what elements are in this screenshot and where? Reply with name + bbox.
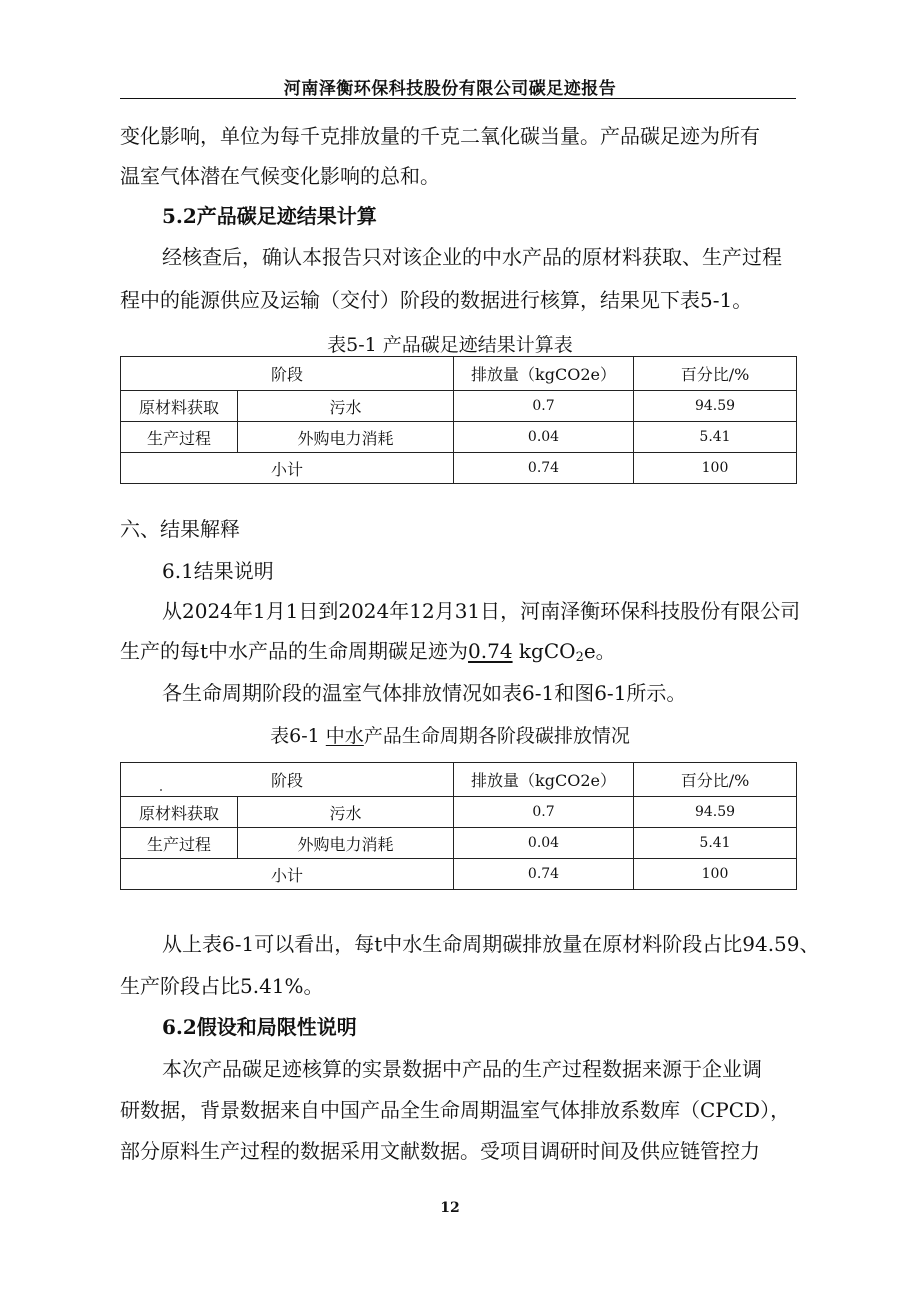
header-divider [120, 98, 796, 99]
table-5-1 [120, 356, 797, 484]
cell-stage: 原材料获取 [121, 391, 238, 422]
table-row [121, 422, 797, 453]
header-stage: 阶段 [121, 357, 454, 391]
page-header-title: 河南泽衡环保科技股份有限公司碳足迹报告 [283, 79, 617, 99]
table-row [121, 391, 797, 422]
result-unit-subscript: 2 [575, 650, 584, 665]
analysis-line-2: 生产阶段占比5.41%。 [120, 974, 324, 998]
section-5-2-line-1: 经核查后，确认本报告只对该企业的中水产品的原材料获取、生产过程 [162, 245, 782, 269]
cell-subtotal-emission: 0.74 [454, 859, 634, 890]
cell-stage: 生产过程 [121, 828, 238, 859]
caption-underlined: 中水 [325, 725, 364, 747]
section-6-1-line-3: 各生命周期阶段的温室气体排放情况如表6-1和图6-1所示。 [162, 681, 687, 705]
section-5-2-line-2: 程中的能源供应及运输（交付）阶段的数据进行核算，结果见下表5-1。 [120, 288, 753, 312]
cell-stage: 生产过程 [121, 422, 238, 453]
page-number: 12 [440, 1200, 460, 1216]
cell-subtotal-emission: 0.74 [454, 453, 634, 484]
analysis-line-1: 从上表6-1可以看出，每t中水生命周期碳排放量在原材料阶段占比94.59、 [162, 932, 820, 956]
section-6-1-line-1: 从2024年1月1日到2024年12月31日，河南泽衡环保科技股份有限公司 [162, 599, 801, 623]
section-6-2-line-2: 研数据，背景数据来自中国产品全生命周期温室气体排放系数库（CPCD）， [120, 1098, 791, 1122]
result-unit-end: e。 [583, 639, 616, 663]
header-emission: 排放量（kgCO2e） [454, 763, 634, 797]
cell-item: 外购电力消耗 [238, 422, 454, 453]
table-5-1-caption: 表5-1 产品碳足迹结果计算表 [327, 334, 573, 356]
result-value: 0.74 [468, 639, 513, 663]
intro-line-1: 变化影响，单位为每千克排放量的千克二氧化碳当量。产品碳足迹为所有 [120, 124, 760, 148]
section-6-heading: 六、结果解释 [120, 517, 240, 541]
cell-subtotal-label: 小计 [121, 453, 454, 484]
table-6-1 [120, 762, 797, 890]
table-header-row [121, 763, 797, 797]
table-row [121, 797, 797, 828]
cell-percent: 5.41 [634, 828, 797, 859]
intro-line-2: 温室气体潜在气候变化影响的总和。 [120, 164, 440, 188]
section-6-2-heading: 6.2假设和局限性说明 [162, 1015, 357, 1039]
cell-item: 污水 [238, 391, 454, 422]
cell-percent: 94.59 [634, 797, 797, 828]
caption-suffix: 产品生命周期各阶段碳排放情况 [363, 725, 630, 747]
section-6-2-line-1: 本次产品碳足迹核算的实景数据中产品的生产过程数据来源于企业调 [162, 1057, 762, 1081]
section-6-1-line-2 [120, 638, 616, 671]
section-6-2-line-3: 部分原料生产过程的数据采用文献数据。受项目调研时间及供应链管控力 [120, 1139, 760, 1163]
cell-emission: 0.7 [454, 797, 634, 828]
result-text: 生产的每t中水产品的生命周期碳足迹为 [120, 639, 469, 663]
table-row [121, 828, 797, 859]
cell-item: 污水 [238, 797, 454, 828]
cell-subtotal-label: 小计 [121, 859, 454, 890]
caption-prefix: 表6-1 [270, 725, 326, 747]
header-emission: 排放量（kgCO2e） [454, 357, 634, 391]
cell-stage: 原材料获取 [121, 797, 238, 828]
table-header-row [121, 357, 797, 391]
header-percent: 百分比/% [634, 763, 797, 797]
table-subtotal-row [121, 453, 797, 484]
cell-subtotal-percent: 100 [634, 453, 797, 484]
header-stage: 阶段 [121, 763, 454, 797]
header-percent: 百分比/% [634, 357, 797, 391]
cell-emission: 0.04 [454, 422, 634, 453]
cell-percent: 5.41 [634, 422, 797, 453]
scan-speck [160, 789, 162, 791]
cell-emission: 0.7 [454, 391, 634, 422]
section-5-2-heading: 5.2产品碳足迹结果计算 [162, 204, 377, 228]
result-unit: kgCO [512, 639, 576, 663]
table-6-1-caption [0, 721, 900, 748]
cell-emission: 0.04 [454, 828, 634, 859]
table-subtotal-row [121, 859, 797, 890]
cell-percent: 94.59 [634, 391, 797, 422]
section-6-1-heading: 6.1结果说明 [162, 559, 274, 583]
cell-item: 外购电力消耗 [238, 828, 454, 859]
cell-subtotal-percent: 100 [634, 859, 797, 890]
